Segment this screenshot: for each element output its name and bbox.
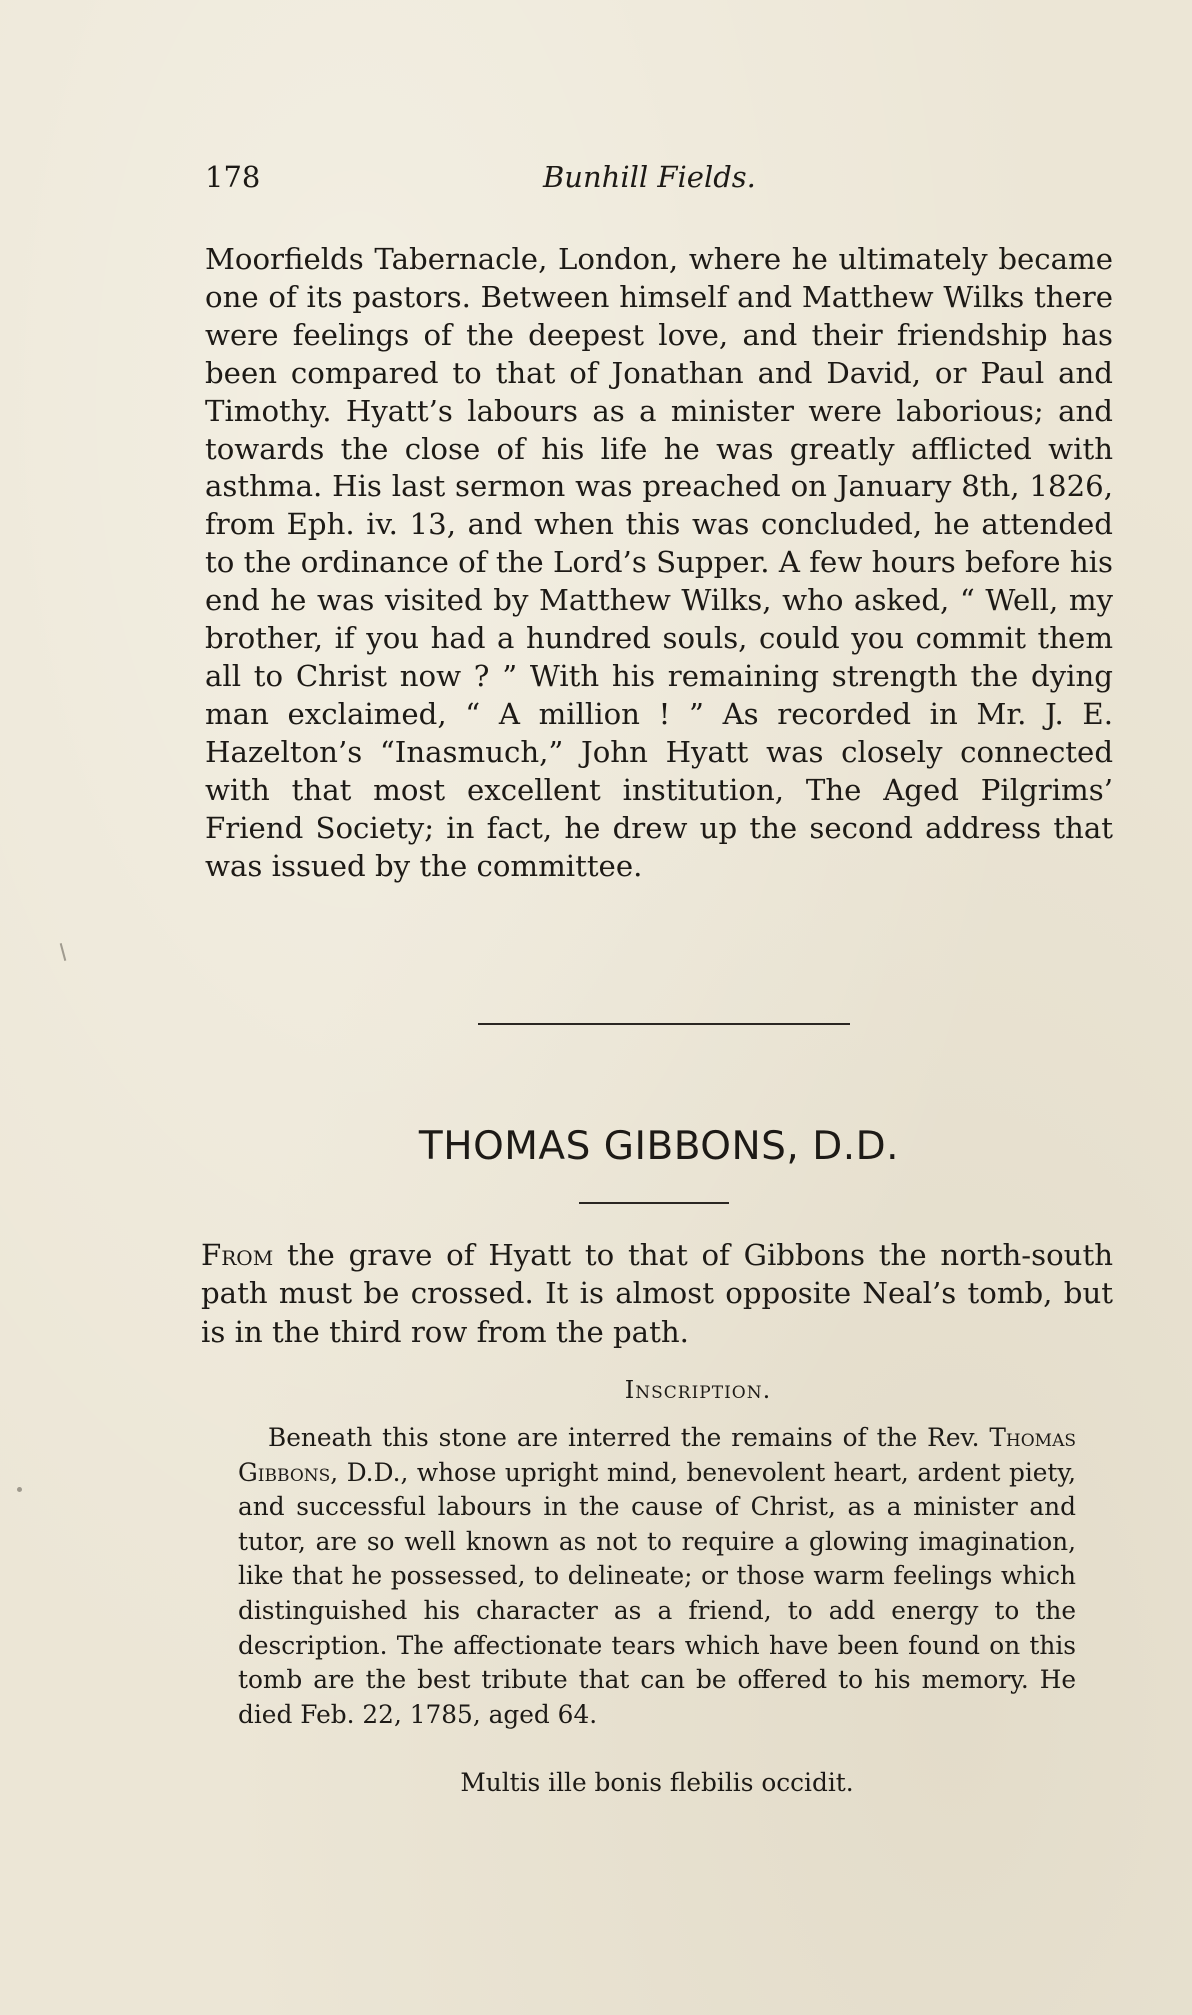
section-divider-rule (478, 1023, 850, 1025)
section-intro-paragraph (201, 1236, 1113, 1351)
page-number: 178 (205, 160, 261, 194)
section-heading: THOMAS GIBBONS, D.D. (418, 1124, 900, 1169)
intro-text-rest: the grave of Hyatt to that of Gibbons the north-south path must be crossed. It is almost opposite Neal’s tomb, but is in the third row from the path. (201, 1238, 1113, 1349)
running-head (205, 160, 1113, 200)
running-title: Bunhill Fields. (543, 160, 756, 194)
paper-mark (60, 943, 67, 961)
paper-speck (17, 1487, 22, 1492)
heading-underline-rule (579, 1202, 729, 1204)
inscription-after-name: , D.D., whose upright mind, benevolent heart, ardent piety, and successful labours in the cause of Christ, as a minister and tutor, are so well known as not to require a glowing imagination, like that he possessed, to delineate; or those warm feelings which distinguished his character as a friend, to add energy to the description. The affectionate tears which have been found on this tomb are the best tribute that can be offered to his memory. He died Feb. 22, 1785, aged 64. (238, 1457, 1076, 1729)
inscription-before-name: Beneath this stone are interred the remains of the Rev. (268, 1423, 990, 1452)
inscription-name: Thomas Gibbons (238, 1423, 1076, 1487)
intro-lead-word: From (201, 1238, 274, 1272)
inscription-label: Inscription. (624, 1376, 772, 1404)
body-paragraph: Moorfields Tabernacle, London, where he ultimately became one of its pastors. Between himself and Matthew Wilks there were feelings of the deepest love, and their friendship has been compared to that of Jonathan and David, or Paul and Timothy. Hyatt’s labours as a minister were laborious; and towards the close of his life he was greatly afflicted with asthma. His last sermon was preached on January 8th, 1826, from Eph. iv. 13, and when this was concluded, he attended to the ordinance of the Lord’s Supper. A few hours before his end he was visited by Matthew Wilks, who asked, “ Well, my brother, if you had a hundred souls, could you commit them all to Christ now ? ” With his remaining strength the dying man exclaimed, “ A million ! ” As recorded in Mr. J. E. Hazelton’s “Inasmuch,” John Hyatt was closely connected with that most excellent institution, The Aged Pilgrims’ Friend Society; in fact, he drew up the second address that was issued by the committee. (205, 242, 1113, 883)
latin-motto: Multis ille bonis flebilis occidit. (460, 1768, 854, 1797)
inscription-text (238, 1421, 1076, 1732)
